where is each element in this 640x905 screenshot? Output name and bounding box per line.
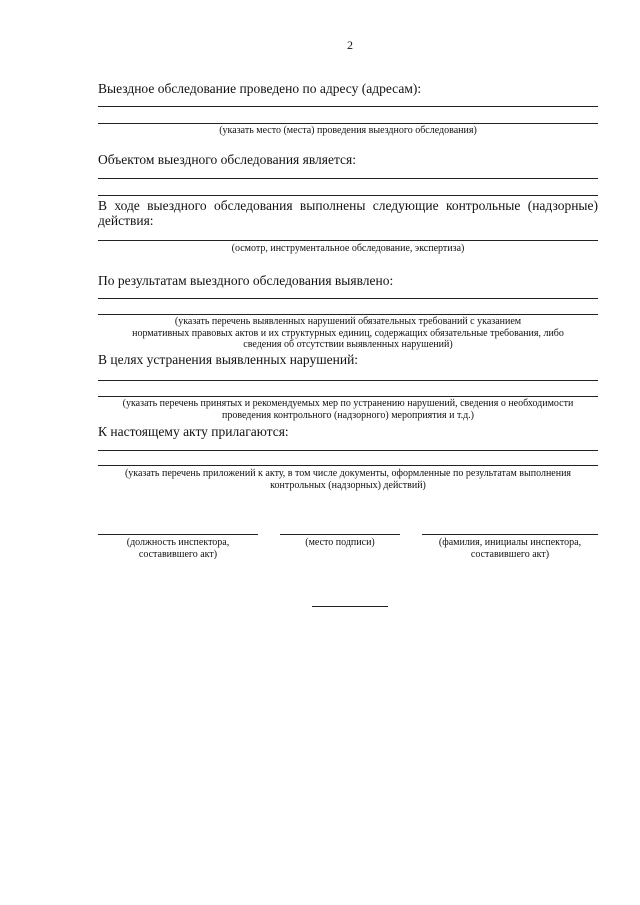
results-hint-line-2: нормативных правовых актов и их структурных единиц, содержащих обязательные требования, либо [132, 327, 564, 339]
actions-hint: (осмотр, инструментальное обследование, экспертиза) [231, 243, 465, 254]
attachments-line-1 [98, 450, 598, 451]
signature-line-place [280, 534, 400, 535]
measures-hint-line-1: (указать перечень принятых и рекомендуемых мер по устранению нарушений, сведения о необходимости [122, 398, 574, 409]
attachments-hint [98, 468, 598, 491]
object-line-2 [98, 195, 598, 196]
actions-label-line2: действия: [98, 213, 154, 228]
results-label: По результатам выездного обследования выявлено: [98, 273, 394, 288]
address-hint: (указать место (места) проведения выездного обследования) [219, 125, 477, 136]
attachments-hint-line-2: контрольных (надзорных) действий) [270, 479, 426, 491]
measures-hint [98, 398, 598, 421]
address-line-1 [98, 106, 598, 107]
signature-caption-name-line-2: составившего акт) [470, 548, 550, 560]
object-label: Объектом выездного обследования является: [98, 152, 356, 167]
results-line-2 [98, 314, 598, 315]
results-hint [98, 316, 598, 351]
address-line-2 [98, 123, 598, 124]
attachments-line-2 [98, 465, 598, 466]
results-hint-line-3: сведения об отсутствии выявленных нарушений) [243, 339, 453, 350]
measures-line-1 [98, 380, 598, 381]
measures-line-2 [98, 396, 598, 397]
attachments-label: К настоящему акту прилагаются: [98, 424, 289, 439]
signature-caption-position-line-1: (должность инспектора, [126, 537, 230, 548]
signature-caption-position [98, 537, 258, 560]
actions-line [98, 240, 598, 241]
address-label: Выездное обследование проведено по адресу (адресам): [98, 81, 422, 96]
results-line-1 [98, 298, 598, 299]
signature-caption-name-line-1: (фамилия, инициалы инспектора, [438, 537, 582, 548]
measures-label: В целях устранения выявленных нарушений: [98, 352, 359, 367]
object-line-1 [98, 178, 598, 179]
signature-line-name [422, 534, 598, 535]
signature-caption-position-line-2: составившего акт) [138, 548, 218, 560]
end-of-document-line [312, 606, 388, 607]
actions-label-line1: В ходе выездного обследования выполнены следующие контрольные (надзорные) [98, 198, 598, 213]
signature-caption-place-line-1: (место подписи) [305, 537, 375, 548]
page-number: 2 [347, 38, 353, 52]
signature-caption-name [422, 537, 598, 560]
results-hint-line-1: (указать перечень выявленных нарушений обязательных требований с указанием [174, 316, 522, 327]
measures-hint-line-2: проведения контрольного (надзорного) мероприятия и т.д.) [221, 409, 474, 421]
signature-line-position [98, 534, 258, 535]
attachments-hint-line-1: (указать перечень приложений к акту, в том числе документы, оформленные по результатам выполнения [124, 468, 572, 479]
signature-caption-place [280, 537, 400, 549]
